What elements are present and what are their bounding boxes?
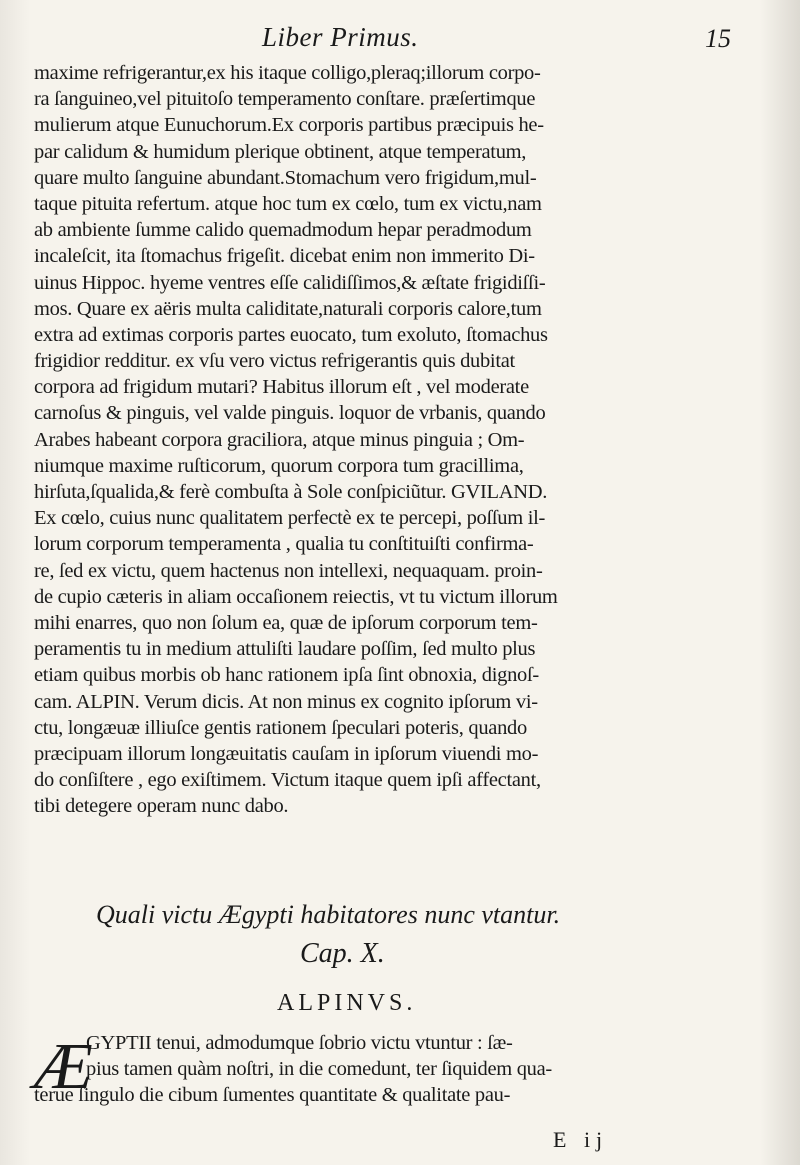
chapter-opening xyxy=(34,1030,684,1109)
page-number: 15 xyxy=(705,24,731,53)
text-line: niumque maxime ruſticorum, quorum corpora tum gracillima, xyxy=(34,454,524,477)
text-line: terue ſingulo die cibum ſumentes quantitate & qualitate pau- xyxy=(34,1084,511,1107)
text-line: ra ſanguineo,vel pituitoſo temperamento conſtare. præſertimque xyxy=(34,88,536,111)
body-text xyxy=(34,60,674,819)
text-line: præcipuam illorum longæuitatis cauſam in ipſorum viuendi mo- xyxy=(34,742,539,765)
text-line: extra ad extimas corporis partes euocato, tum exoluto, ſtomachus xyxy=(34,323,548,346)
text-line: de cupio cæteris in aliam occaſionem reiectis, vt tu victum illorum xyxy=(34,585,558,608)
text-line: quare multo ſanguine abundant.Stomachum vero frigidum,mul- xyxy=(34,166,537,189)
text-line: maxime refrigerantur,ex his itaque colligo,pleraq;illorum corpo- xyxy=(34,62,541,84)
text-line: lorum corporum temperamenta , qualia tu conſtituiſti confirma- xyxy=(34,533,534,556)
text-line: tibi detegere operam nunc dabo. xyxy=(34,795,289,818)
text-line: re, ſed ex victu, quem hactenus non intellexi, nequaquam. proin- xyxy=(34,559,543,582)
page-header xyxy=(0,22,800,62)
chapter-heading: Quali victu Ægypti habitatores nunc vtantur. xyxy=(96,900,561,929)
text-line: uinus Hippoc. hyeme ventres eſſe calidiſſimos,& æſtate frigidiſſi- xyxy=(34,271,546,294)
text-line: par calidum & humidum plerique obtinent, atque temperatum, xyxy=(34,140,527,163)
chapter-number: Cap. X. xyxy=(300,938,385,969)
text-line: peramentis tu in medium attuliſti laudare poſſim, ſed multo plus xyxy=(34,638,536,661)
text-line: carnoſus & pinguis, vel valde pinguis. loquor de vrbanis, quando xyxy=(34,402,546,425)
speaker-label: ALPINVS. xyxy=(277,990,417,1016)
text-line: frigidior redditur. ex vſu vero victus refrigerantis quis dubitat xyxy=(34,350,515,373)
text-line: mos. Quare ex aëris multa caliditate,naturali corporis calore,tum xyxy=(34,297,542,320)
text-line: GYPTII tenui, admodumque ſobrio victu vtuntur : ſæ- xyxy=(86,1032,513,1054)
text-line: Ex cœlo, cuius nunc qualitatem perfectè ex te percepi, poſſum il- xyxy=(34,507,546,530)
text-line: pius tamen quàm noſtri, in die comedunt, ter ſiquidem qua- xyxy=(86,1058,552,1081)
text-line: ctu, longæuæ illiuſce gentis rationem ſpeculari poteris, quando xyxy=(34,716,527,739)
text-line: mihi enarres, quo non ſolum ea, quæ de ipſorum corporum tem- xyxy=(34,611,538,634)
signature-mark: E ij xyxy=(553,1127,609,1152)
text-line: Arabes habeant corpora graciliora, atque minus pinguia ; Om- xyxy=(34,428,525,451)
text-line: incaleſcit, ita ſtomachus frigeſit. dicebat enim non immerito Di- xyxy=(34,245,535,268)
text-line: mulierum atque Eunuchorum.Ex corporis partibus præcipuis he- xyxy=(34,114,544,137)
drop-cap: Æ xyxy=(34,1030,93,1103)
text-line: ab ambiente ſumme calido quemadmodum hepar peradmodum xyxy=(34,219,532,242)
text-line: cam. ALPIN. Verum dicis. At non minus ex cognito ipſorum vi- xyxy=(34,690,538,713)
text-line: hirſuta,ſqualida,& ferè combuſta à Sole conſpiciũtur. GVILAND. xyxy=(34,481,548,503)
text-line: corpora ad frigidum mutari? Habitus illorum eſt , vel moderate xyxy=(34,376,529,399)
text-line: taque pituita refertum. atque hoc tum ex cœlo, tum ex victu,nam xyxy=(34,192,542,215)
text-line: etiam quibus morbis ob hanc rationem ipſa ſint obnoxia, dignoſ- xyxy=(34,664,539,687)
running-title: Liber Primus. xyxy=(262,22,419,52)
text-line: do conſiſtere , ego exiſtimem. Victum itaque quem ipſi affectant, xyxy=(34,769,541,792)
